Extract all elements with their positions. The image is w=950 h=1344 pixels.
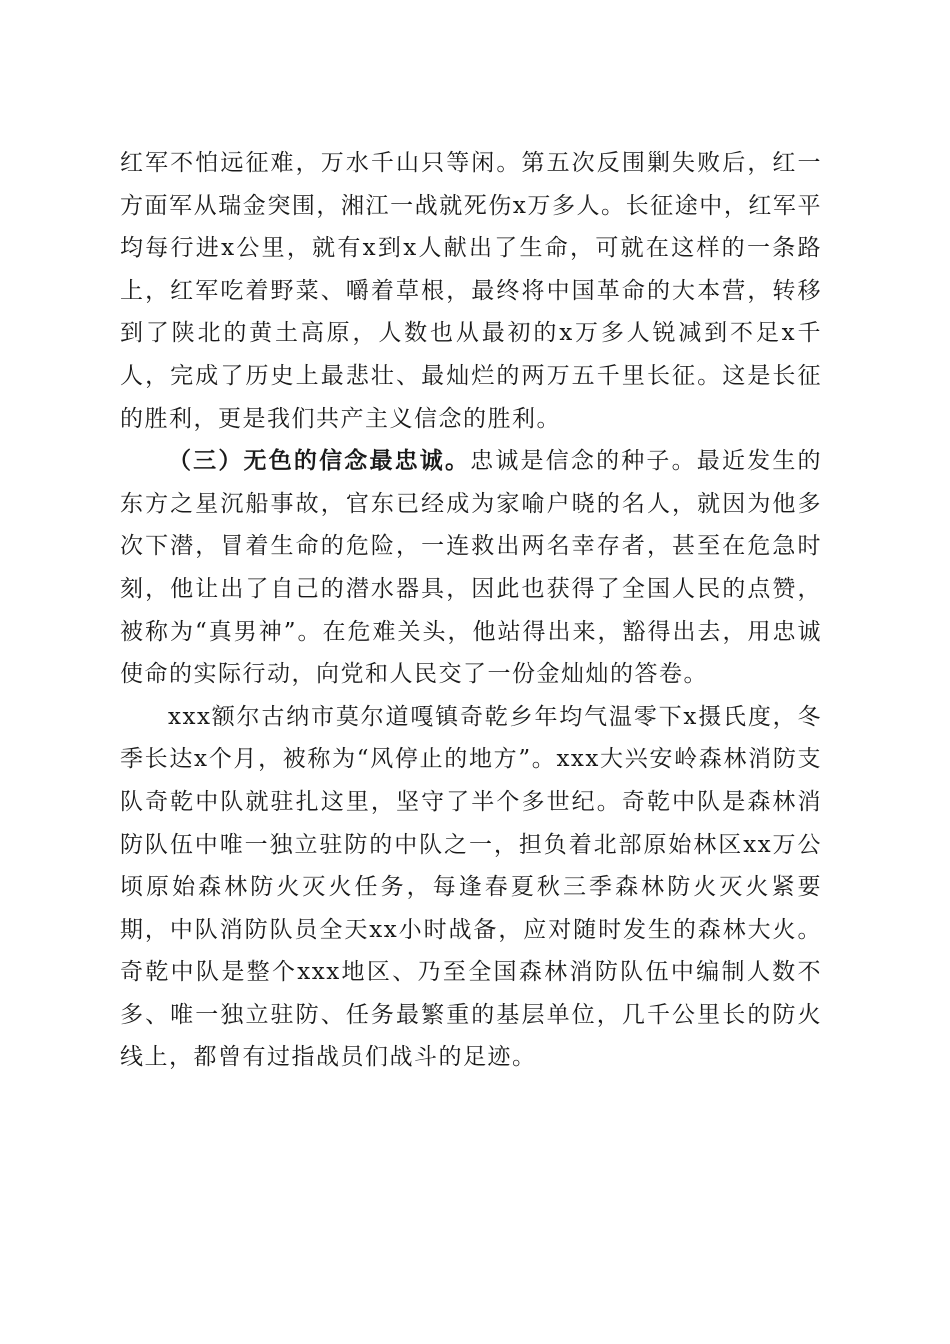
document-body: [120, 142, 822, 1079]
paragraph-qiqian-squadron: [120, 696, 822, 1079]
paragraph-loyalty: [120, 440, 822, 696]
paragraph-text: xxx额尔古纳市莫尔道嘎镇奇乾乡年均气温零下x摄氏度，冬季长达x个月，被称为“风停止的地方”。xxx大兴安岭森林消防支队奇乾中队就驻扎这里，坚守了半个多世纪。奇乾中队是森林消防队伍中唯一独立驻防的中队之一，担负着北部原始林区xx万公顷原始森林防火灭火任务，每逢春夏秋三季森林防火灭火紧要期，中队消防队员全天xx小时战备，应对随时发生的森林大火。奇乾中队是整个xxx地区、乃至全国森林消防队伍中编制人数不多、唯一独立驻防、任务最繁重的基层单位，几千公里长的防火线上，都曾有过指战员们战斗的足迹。: [120, 703, 822, 1071]
paragraph-text: 红军不怕远征难，万水千山只等闲。第五次反围剿失败后，红一方面军从瑞金突围，湘江一战就死伤x万多人。长征途中，红军平均每行进x公里，就有x到x人献出了生命，可就在这样的一条路上，红军吃着野菜、嚼着草根，最终将中国革命的大本营，转移到了陕北的黄土高原，人数也从最初的x万多人锐减到不足x千人，完成了历史上最悲壮、最灿烂的两万五千里长征。这是长征的胜利，更是我们共产主义信念的胜利。: [120, 150, 822, 432]
paragraph-text: 忠诚是信念的种子。最近发生的东方之星沉船事故，官东已经成为家喻户晓的名人，就因为他多次下潜，冒着生命的危险，一连救出两名幸存者，甚至在危急时刻，他让出了自己的潜水器具，因此也获得了全国人民的点赞，被称为“真男神”。在危难关头，他站得出来，豁得出去，用忠诚使命的实际行动，向党和人民交了一份金灿灿的答卷。: [120, 448, 823, 688]
paragraph-long-march: [120, 142, 822, 440]
section-heading-loyalty: （三）无色的信念最忠诚。: [168, 447, 471, 475]
